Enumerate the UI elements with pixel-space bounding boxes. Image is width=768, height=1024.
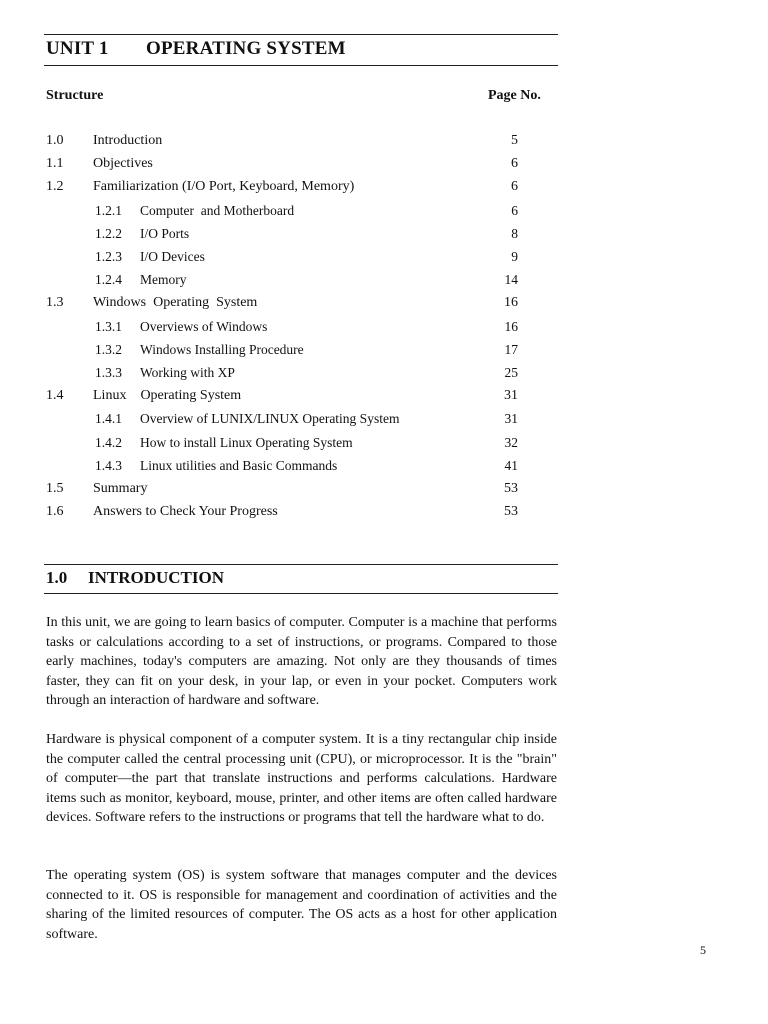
- toc-entry-page: 16: [504, 318, 518, 334]
- toc-entry-title: How to install Linux Operating System: [140, 434, 353, 450]
- toc-entry: [0, 156, 768, 176]
- toc-entry-page: 32: [504, 434, 518, 450]
- toc-entry-page: 53: [504, 504, 518, 520]
- unit-number: UNIT 1: [46, 38, 109, 59]
- toc-entry-number: 1.3.2: [95, 341, 122, 357]
- page-no-heading: Page No.: [488, 88, 541, 103]
- toc-entry-page: 8: [511, 225, 518, 241]
- toc-entry-title: Objectives: [93, 156, 153, 172]
- toc-entry: [0, 226, 768, 246]
- toc-entry: [0, 458, 768, 478]
- toc-entry: [0, 342, 768, 362]
- toc-entry-title: Windows Installing Procedure: [140, 341, 304, 357]
- section-bottom-rule: [44, 593, 558, 594]
- top-rule: [44, 34, 558, 35]
- toc-entry: [0, 388, 768, 408]
- toc-entry-number: 1.2.4: [95, 272, 122, 288]
- toc-entry-page: 31: [504, 411, 518, 427]
- toc-entry: [0, 411, 768, 431]
- toc-entry-title: Overviews of Windows: [140, 318, 268, 334]
- toc-entry-page: 14: [504, 272, 518, 288]
- toc-entry: [0, 481, 768, 501]
- toc-entry: [0, 203, 768, 223]
- structure-heading: Structure: [46, 88, 104, 103]
- toc-entry-title: Computer and Motherboard: [140, 202, 295, 218]
- toc-entry-number: 1.4.3: [95, 457, 122, 473]
- toc-entry-number: 1.3.1: [95, 318, 122, 334]
- toc-entry-page: 31: [504, 388, 518, 404]
- page-number: 5: [700, 943, 706, 957]
- toc-entry-page: 6: [511, 156, 518, 172]
- toc-entry-title: Memory: [140, 272, 187, 288]
- section-top-rule: [44, 564, 558, 565]
- toc-entry-page: 5: [511, 133, 518, 148]
- toc-entry-title: I/O Devices: [140, 249, 205, 264]
- toc-entry-number: 1.0: [46, 133, 64, 148]
- toc-entry-title: Familiarization (I/O Port, Keyboard, Memory): [93, 179, 355, 195]
- toc-entry-title: Summary: [93, 481, 148, 496]
- toc-entry-number: 1.2: [46, 179, 64, 195]
- section-heading: [46, 568, 224, 588]
- toc-entry-number: 1.2.1: [95, 202, 122, 218]
- toc-entry-page: 41: [504, 457, 518, 473]
- section-number: 1.0: [46, 568, 68, 587]
- toc-entry-title: Linux utilities and Basic Commands: [140, 457, 338, 473]
- unit-name: OPERATING SYSTEM: [146, 38, 346, 59]
- toc-entry: [0, 365, 768, 385]
- unit-title: [46, 38, 346, 60]
- toc-entry-number: 1.3: [46, 295, 64, 311]
- unit-title-rule: [44, 65, 558, 66]
- toc-entry: [0, 435, 768, 455]
- toc-entry-number: 1.2.2: [95, 225, 122, 241]
- toc-entry-page: 16: [504, 295, 518, 311]
- toc-entry-number: 1.6: [46, 504, 64, 520]
- toc-entry: [0, 319, 768, 339]
- toc-entry: [0, 504, 768, 524]
- toc-entry-number: 1.4.2: [95, 434, 122, 450]
- toc-entry-page: 25: [504, 365, 518, 380]
- toc-entry-page: 9: [511, 249, 518, 264]
- toc-entry-title: Linux Operating System: [93, 388, 242, 404]
- toc-entry-page: 17: [504, 341, 518, 357]
- toc-entry-page: 53: [504, 481, 518, 496]
- toc-entry-page: 6: [511, 179, 518, 195]
- toc-entry-title: I/O Ports: [140, 225, 190, 241]
- toc-entry-number: 1.5: [46, 481, 64, 496]
- toc-entry-number: 1.4.1: [95, 411, 122, 427]
- toc-entry-number: 1.2.3: [95, 249, 122, 264]
- toc-entry-title: Introduction: [93, 133, 163, 148]
- toc-entry: [0, 295, 768, 315]
- toc-entry-number: 1.4: [46, 388, 64, 404]
- toc-entry-title: Windows Operating System: [93, 295, 258, 311]
- toc-entry-number: 1.3.3: [95, 365, 122, 380]
- toc-entry: [0, 133, 768, 153]
- toc-entry: [0, 249, 768, 269]
- toc-entry-title: Working with XP: [140, 365, 235, 380]
- toc-entry: [0, 179, 768, 199]
- toc-entry-number: 1.1: [46, 156, 64, 172]
- toc-entry: [0, 272, 768, 292]
- paragraph: The operating system (OS) is system software that manages computer and the devices connected to it. OS is responsible for management and coordination of activities and the sharing of the limited resources of computer. The OS acts as a host for other application software.: [46, 868, 557, 942]
- section-title: INTRODUCTION: [88, 568, 225, 587]
- paragraph: In this unit, we are going to learn basics of computer. Computer is a machine that performs tasks or calculations according to a set of instructions, or programs. Compared to those early machines, today's computers are amazing. Not only are they thousands of times faster, they can fit on your desk, in your lap, or even in your pocket. Computers work through an interaction of hardware and software.: [46, 615, 557, 708]
- toc-entry-title: Overview of LUNIX/LINUX Operating System: [140, 411, 400, 427]
- paragraph: Hardware is physical component of a computer system. It is a tiny rectangular chip inside the computer called the central processing unit (CPU), or microprocessor. It is the "brain" of computer—the part that translate instructions and performs calculations. Hardware items such as monitor, keyboard, mouse, printer, and other items are often called hardware devices. Software refers to the instructions or programs that tell the hardware what to do.: [46, 732, 557, 825]
- toc-entry-page: 6: [511, 202, 518, 218]
- toc-entry-title: Answers to Check Your Progress: [93, 504, 278, 520]
